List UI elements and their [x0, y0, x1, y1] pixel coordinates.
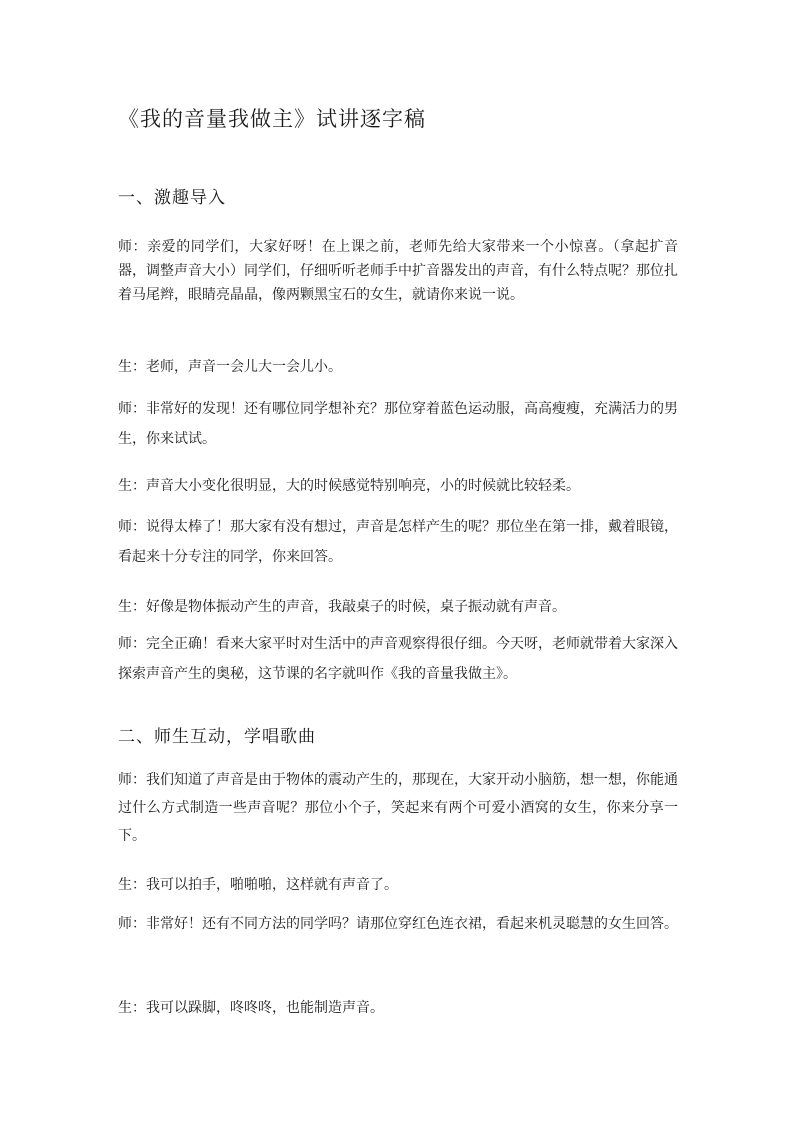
paragraph-student-3: 生：好像是物体振动产生的声音，我敲桌子的时候，桌子振动就有声音。 [118, 599, 566, 615]
paragraph-teacher-5: 师：我们知道了声音是由于物体的震动产生的，那现在，大家开动小脑筋，想一想，你能通过什么方式制造一些声音呢？那位小个子，笑起来有两个可爱小酒窝的女生，你来分享一下。 [118, 772, 678, 844]
paragraph-teacher-6: 师：非常好！还有不同方法的同学吗？请那位穿红色连衣裙，看起来机灵聪慧的女生回答。 [118, 916, 678, 932]
paragraph-student-2: 生：声音大小变化很明显，大的时候感觉特别响亮，小的时候就比较轻柔。 [118, 478, 580, 494]
document-title: 《我的音量我做主》试讲逐字稿 [118, 107, 426, 131]
paragraph-student-1: 生：老师，声音一会儿大一会儿小。 [118, 359, 342, 375]
section-heading-2: 二、师生互动，学唱歌曲 [118, 727, 316, 747]
paragraph-teacher-3: 师：说得太棒了！那大家有没有想过，声音是怎样产生的呢？那位坐在第一排，戴着眼镜，看起来十分专注的同学，你来回答。 [118, 519, 678, 565]
paragraph-teacher-4: 师：完全正确！看来大家平时对生活中的声音观察得很仔细。今天呀，老师就带着大家深入探索声音产生的奥秘，这节课的名字就叫作《我的音量我做主》。 [118, 636, 678, 682]
paragraph-student-5: 生：我可以跺脚，咚咚咚，也能制造声音。 [118, 1000, 384, 1016]
section-heading-1: 一、激趣导入 [118, 188, 226, 208]
paragraph-teacher-1: 师：亲爱的同学们，大家好呀！在上课之前，老师先给大家带来一个小惊喜。（拿起扩音器，调整声音大小）同学们，仔细听听老师手中扩音器发出的声音，有什么特点呢？那位扎着马尾辫，眼睛亮晶晶，像两颗黑宝石的女生，就请你来说一说。 [118, 239, 678, 303]
paragraph-teacher-2: 师：非常好的发现！还有哪位同学想补充？那位穿着蓝色运动服，高高瘦瘦，充满活力的男生，你来试试。 [118, 401, 678, 447]
paragraph-student-4: 生：我可以拍手，啪啪啪，这样就有声音了。 [118, 877, 398, 893]
